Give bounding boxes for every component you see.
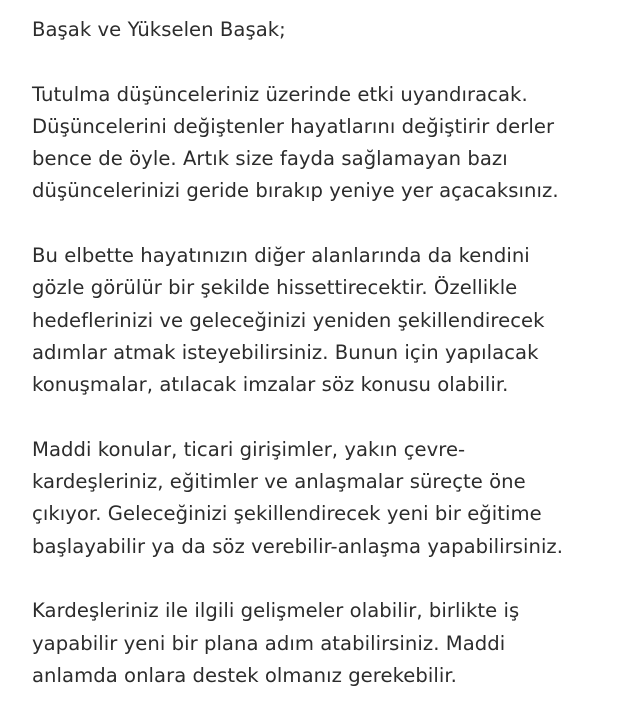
paragraph-line: adımlar atmak isteyebilirsiniz. Bunun için yapılacak: [32, 340, 539, 364]
paragraph-line: Maddi konular, ticari girişimler, yakın çevre-: [32, 437, 466, 461]
paragraph-line: başlayabilir ya da söz verebilir-anlaşma yapabilirsiniz.: [32, 534, 564, 558]
document-heading: Başak ve Yükselen Başak;: [32, 18, 286, 41]
paragraph-2: [32, 240, 622, 401]
paragraph-line: çıkıyor. Geleceğinizi şekillendirecek yeni bir eğitime: [32, 502, 542, 526]
paragraph-line: anlamda onlara destek olmanız gerekebilir.: [32, 663, 457, 687]
paragraph-line: Bu elbette hayatınızın diğer alanlarında da kendini: [32, 244, 530, 268]
paragraph-3: [32, 434, 622, 563]
paragraph-line: hedeflerinizi ve geleceğinizi yeniden şekillendirecek: [32, 308, 545, 332]
paragraph-line: gözle görülür bir şekilde hissettirecektir. Özellikle: [32, 276, 518, 300]
paragraph-line: düşüncelerinizi geride bırakıp yeniye yer açacaksınız.: [32, 179, 559, 203]
paragraph-line: bence de öyle. Artık size fayda sağlamayan bazı: [32, 147, 508, 171]
paragraph-1: [32, 79, 622, 208]
paragraph-line: Düşüncelerini değiştenler hayatlarını değiştirir derler: [32, 114, 555, 138]
paragraph-line: kardeşleriniz, eğitimler ve anlaşmalar süreçte öne: [32, 470, 526, 494]
paragraph-4: [32, 595, 622, 692]
paragraph-line: Kardeşleriniz ile ilgili gelişmeler olabilir, birlikte iş: [32, 599, 520, 623]
document-body: [32, 14, 622, 725]
paragraph-line: konuşmalar, atılacak imzalar söz konusu olabilir.: [32, 373, 509, 397]
paragraph-line: yapabilir yeni bir plana adım atabilirsiniz. Maddi: [32, 631, 506, 655]
paragraph-line: Tutulma düşünceleriniz üzerinde etki uyandıracak.: [32, 82, 528, 106]
